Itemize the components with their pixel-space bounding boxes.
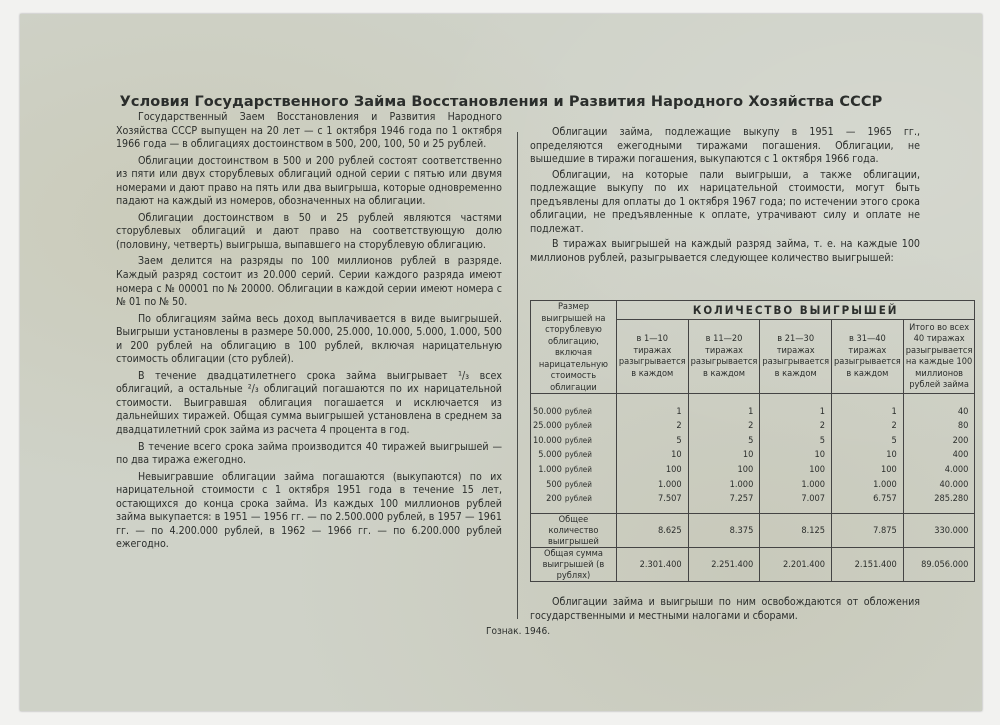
table-row <box>531 433 975 448</box>
printer-imprint: Гознак. 1946. <box>486 626 551 637</box>
total-sum-cell: 2.301.400 <box>616 547 688 581</box>
table-row <box>531 394 975 419</box>
count-cell: 1 <box>616 394 688 419</box>
prize-unit: рублей <box>564 465 592 475</box>
col-header-draws-1-10: в 1—10 тиражах разыгрывается в каждом <box>616 319 688 393</box>
table-row <box>531 491 975 513</box>
table-row <box>531 448 975 463</box>
left-paragraph: По облигациям займа весь доход выплачивается в виде выигрышей. Выигрыши установлены в размере 50.000, 25.000, 10.000, 5.000, 1.000, 500 и 200 рублей на облигацию в 100 рублей, включая нарицательную стоимость облигации (сто рублей). <box>116 312 502 366</box>
count-cell: 1.000 <box>688 477 760 492</box>
tax-exemption-text: Облигации займа и выигрыши по ним освобождаются от обложения государственными и местными налогами и сборами. <box>530 596 920 622</box>
column-divider <box>517 132 518 619</box>
winnings-table <box>530 300 975 582</box>
left-paragraph: Невыигравшие облигации займа погашаются (выкупаются) по их нарицательной стоимости с 1 октября 1951 года в течение 15 лет, остающихся до конца срока займа. Из каждых 100 миллионов рублей займа выкупается: в 1951 — 1956 гг. — по 2.500.000 рублей, в 1957 — 1961 гг. — по 4.200.000 рублей, в 1962 — 1966 гг. — по 6.200.000 рублей ежегодно. <box>116 470 502 551</box>
count-cell: 100 <box>760 462 832 477</box>
count-cell: 100 <box>616 462 688 477</box>
count-cell: 1 <box>832 394 904 419</box>
prize-amount: 5.000 <box>538 449 562 461</box>
count-cell: 1.000 <box>760 477 832 492</box>
col-header-amount: Размер выигрышей на сторублевую облигацию, включая нарицательную стоимость облигации <box>531 301 617 394</box>
right-column <box>530 126 920 267</box>
count-cell: 7.007 <box>760 491 832 513</box>
total-count-cell: 8.375 <box>688 513 760 547</box>
count-cell: 5 <box>832 433 904 448</box>
prize-unit: рублей <box>564 421 592 431</box>
count-cell: 7.507 <box>616 491 688 513</box>
count-cell: 40.000 <box>903 477 975 492</box>
prize-amount-cell <box>531 394 617 419</box>
table-row <box>531 477 975 492</box>
prize-amount: 1.000 <box>538 464 562 476</box>
count-cell: 40 <box>903 394 975 419</box>
prize-amount-cell <box>531 462 617 477</box>
total-count-cell: 7.875 <box>832 513 904 547</box>
prize-amount-cell <box>531 419 617 434</box>
left-paragraph: Государственный Заем Восстановления и Развития Народного Хозяйства СССР выпущен на 20 лет — с 1 октября 1946 года по 1 октября 1966 года — в облигациях достоинством в 500, 200, 100, 50 и 25 рублей. <box>116 111 502 151</box>
col-header-draws-21-30: в 21—30 тиражах разыгрывается в каждом <box>760 319 832 393</box>
prize-amount-cell <box>531 433 617 448</box>
count-cell: 2 <box>832 419 904 434</box>
prize-amount: 50.000 <box>533 405 562 417</box>
total-sum-cell: 2.251.400 <box>688 547 760 581</box>
count-cell: 2 <box>688 419 760 434</box>
count-cell: 1 <box>688 394 760 419</box>
total-sum-cell: 89.056.000 <box>903 547 975 581</box>
prize-amount: 500 <box>546 478 562 490</box>
count-cell: 5 <box>616 433 688 448</box>
count-cell: 4.000 <box>903 462 975 477</box>
left-paragraph: Облигации достоинством в 500 и 200 рублей состоят соответственно из пяти или двух сторублевых облигаций одной серии с пятью или двумя номерами и дают право на пять или два выигрыша, которые одновременно падают на каждый из номеров, обозначенных на облигации. <box>116 154 502 208</box>
count-cell: 100 <box>832 462 904 477</box>
total-sum-cell: 2.151.400 <box>832 547 904 581</box>
left-paragraph: Заем делится на разряды по 100 миллионов рублей в разряде. Каждый разряд состоит из 20.000 серий. Серии каждого разряда имеют номера с № 00001 по № 20000. Облигации в каждой серии имеют номера с № 01 по № 50. <box>116 255 502 309</box>
right-paragraph: В тиражах выигрышей на каждый разряд займа, т. е. на каждые 100 миллионов рублей, разыгрывается следующее количество выигрышей: <box>530 238 920 264</box>
left-paragraph: В течение двадцатилетнего срока займа выигрывает ¹/₃ всех облигаций, а остальные ²/₃ облигаций погашаются по их нарицательной стоимости. Выигравшая облигация погашается и исключается из дальнейших тиражей. Общая сумма выигрышей установлена в среднем за двадцатилетний срок займа из расчета 4 процента в год. <box>116 369 502 437</box>
prize-amount-cell <box>531 448 617 463</box>
count-cell: 80 <box>903 419 975 434</box>
right-paragraph: Облигации займа, подлежащие выкупу в 1951 — 1965 гг., определяются ежегодными тиражами погашения. Облигации, не вышедшие в тиражи погашения, выкупаются с 1 октября 1966 года. <box>530 126 920 166</box>
prize-unit: рублей <box>564 493 592 503</box>
col-header-draws-11-20: в 11—20 тиражах разыгрывается в каждом <box>688 319 760 393</box>
total-count-label: Общее количество выигрышей <box>531 513 617 547</box>
prize-amount: 10.000 <box>533 434 562 446</box>
count-cell: 1.000 <box>616 477 688 492</box>
bond-reverse-sheet <box>20 14 982 711</box>
tax-exemption-note <box>530 596 920 623</box>
total-sum-label: Общая сумма выигрышей (в рублях) <box>531 547 617 581</box>
count-cell: 100 <box>688 462 760 477</box>
count-cell: 10 <box>832 448 904 463</box>
col-header-draws-31-40: в 31—40 тиражах разыгрывается в каждом <box>832 319 904 393</box>
count-cell: 10 <box>760 448 832 463</box>
count-cell: 1.000 <box>832 477 904 492</box>
count-cell: 6.757 <box>832 491 904 513</box>
col-group-header: КОЛИЧЕСТВО ВЫИГРЫШЕЙ <box>616 301 975 320</box>
prize-unit: рублей <box>564 406 592 416</box>
total-count-cell: 8.625 <box>616 513 688 547</box>
prize-amount: 25.000 <box>533 420 562 432</box>
document-title: Условия Государственного Займа Восстановления и Развития Народного Хозяйства СССР <box>119 94 883 110</box>
left-paragraph: Облигации достоинством в 50 и 25 рублей являются частями сторублевых облигаций и дают право на соответствующую долю (половину, четверть) выигрыша, выпавшего на сторублевую облигацию. <box>116 211 502 251</box>
col-header-total: Итого во всех 40 тиражах разыгрывается на каждые 100 миллионов рублей займа <box>903 319 975 393</box>
count-cell: 285.280 <box>903 491 975 513</box>
prize-unit: рублей <box>564 479 592 489</box>
prize-amount-cell <box>531 477 617 492</box>
count-cell: 2 <box>760 419 832 434</box>
left-paragraph: В течение всего срока займа производится 40 тиражей выигрышей — по два тиража ежегодно. <box>116 440 502 467</box>
table-row <box>531 419 975 434</box>
prize-unit: рублей <box>564 435 592 445</box>
table-row <box>531 462 975 477</box>
count-cell: 10 <box>688 448 760 463</box>
left-column <box>116 111 502 555</box>
count-cell: 7.257 <box>688 491 760 513</box>
total-count-cell: 8.125 <box>760 513 832 547</box>
count-cell: 10 <box>616 448 688 463</box>
total-sum-cell: 2.201.400 <box>760 547 832 581</box>
count-cell: 5 <box>760 433 832 448</box>
count-cell: 200 <box>903 433 975 448</box>
count-cell: 5 <box>688 433 760 448</box>
prize-unit: рублей <box>564 450 592 460</box>
count-cell: 2 <box>616 419 688 434</box>
total-count-cell: 330.000 <box>903 513 975 547</box>
prize-amount: 200 <box>546 492 562 504</box>
count-cell: 1 <box>760 394 832 419</box>
count-cell: 400 <box>903 448 975 463</box>
right-paragraph: Облигации, на которые пали выигрыши, а также облигации, подлежащие выкупу по их нарицательной стоимости, могут быть предъявлены для оплаты до 1 октября 1967 года; по истечении этого срока облигации, не предъявленные к оплате, утрачивают силу и оплате не подлежат. <box>530 168 920 235</box>
prize-amount-cell <box>531 491 617 513</box>
